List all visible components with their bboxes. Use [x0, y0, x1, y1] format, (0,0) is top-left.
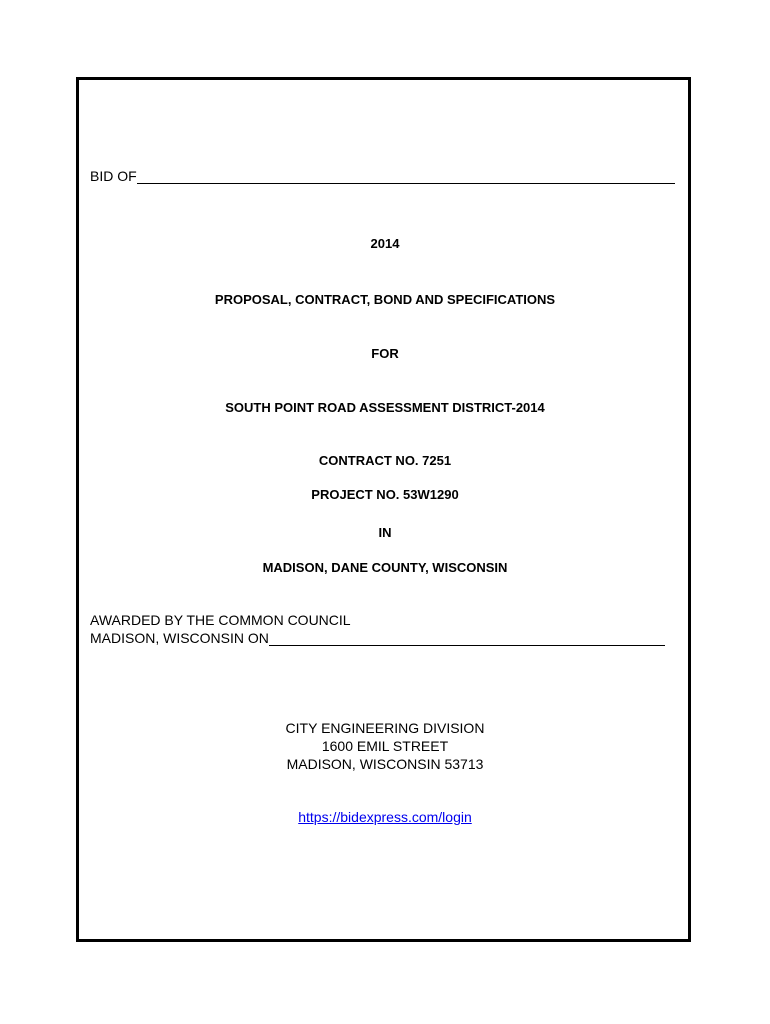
bidexpress-link[interactable]: https://bidexpress.com/login: [298, 809, 472, 825]
awarded-by-text: AWARDED BY THE COMMON COUNCIL: [90, 612, 351, 628]
award-date-label: MADISON, WISCONSIN ON: [90, 630, 269, 646]
bid-of-line: [90, 168, 675, 184]
award-date-line: [90, 630, 665, 646]
bidexpress-link-row: [0, 809, 770, 825]
document-type-heading: PROPOSAL, CONTRACT, BOND AND SPECIFICATIONS: [214, 292, 556, 307]
for-heading: FOR: [371, 346, 399, 361]
project-name-heading: SOUTH POINT ROAD ASSESSMENT DISTRICT-2014: [225, 400, 545, 415]
awarded-by-line: [90, 612, 351, 628]
street-address: 1600 EMIL STREET: [321, 738, 449, 754]
in-heading: IN: [378, 525, 392, 540]
city-address: MADISON, WISCONSIN 53713: [286, 756, 484, 772]
award-date-blank: [269, 631, 665, 646]
bid-of-blank: [137, 169, 675, 184]
contract-number: CONTRACT NO. 7251: [318, 453, 452, 468]
year-heading: 2014: [370, 236, 400, 251]
project-number: PROJECT NO. 53W1290: [311, 487, 459, 502]
location-heading: MADISON, DANE COUNTY, WISCONSIN: [262, 560, 508, 575]
division-name: CITY ENGINEERING DIVISION: [285, 720, 485, 736]
bid-of-label: BID OF: [90, 168, 137, 184]
